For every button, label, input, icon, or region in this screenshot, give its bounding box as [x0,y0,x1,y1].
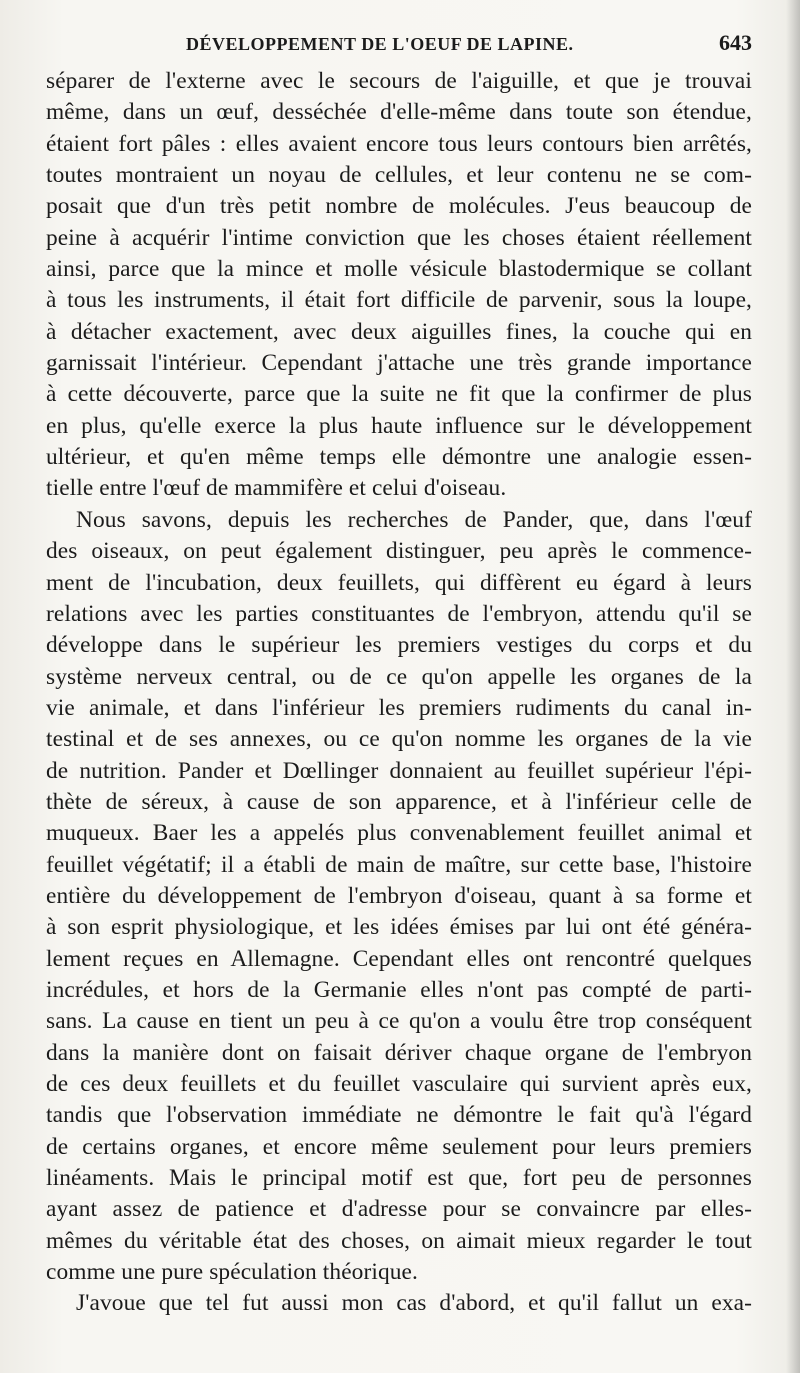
page-number: 643 [719,30,752,55]
text-line: à cette découverte, parce que la suite ne fit que la confirmer de plus [46,381,752,408]
text-line: mêmes du véritable état des choses, on aimait mieux regarder le tout [46,1227,752,1254]
text-line: à détacher exactement, avec deux aiguilles fines, la couche qui en [46,318,752,345]
text-line: testinal et de ses annexes, ou ce qu'on nomme les organes de la vie [46,726,752,753]
text-line: ment de l'incubation, deux feuillets, qui diffèrent eu égard à leurs [46,569,752,596]
text-line: tandis que l'observation immédiate ne démontre le fait qu'à l'égard [46,1102,752,1129]
text-line: à tous les instruments, il était fort difficile de parvenir, sous la loupe, [46,287,752,314]
body-text [46,66,752,1320]
text-line: entière du développement de l'embryon d'oiseau, quant à sa forme et [46,882,752,909]
text-line: en plus, qu'elle exerce la plus haute influence sur le développement [46,412,752,439]
text-line: relations avec les parties constituantes de l'embryon, attendu qu'il se [46,600,752,627]
text-line: sans. La cause en tient un peu à ce qu'on a voulu être trop conséquent [46,1008,752,1035]
text-line: peine à acquérir l'intime conviction que les choses étaient réellement [46,224,752,251]
text-line: ainsi, parce que la mince et molle vésicule blastodermique se collant [46,256,752,283]
text-line: système nerveux central, ou de ce qu'on appelle les organes de la [46,663,752,690]
text-line: lement reçues en Allemagne. Cependant elles ont rencontré quelques [46,945,752,972]
text-line: de ces deux feuillets et du feuillet vasculaire qui survient après eux, [46,1071,752,1097]
text-line: thète de séreux, à cause de son apparence, et à l'inférieur celle de [46,788,752,815]
text-line: toutes montraient un noyau de cellules, et leur contenu ne se com- [46,162,752,189]
text-line: des oiseaux, on peut également distinguer, peu après le commence- [46,538,752,565]
text-line: ultérieur, et qu'en même temps elle démontre une analogie essen- [46,444,752,471]
running-title: DÉVELOPPEMENT DE L'OEUF DE LAPINE. [186,34,574,54]
text-line: même, dans un œuf, desséchée d'elle-même dans toute son étendue, [46,99,752,126]
text-line: à son esprit physiologique, et les idées émises par lui ont été généra- [46,914,752,941]
paragraph-end-line: comme une pure spéculation théorique. [46,1259,418,1286]
text-line: séparer de l'externe avec le secours de l'aiguille, et que je trouvai [46,68,752,94]
text-line: ayant assez de patience et d'adresse pour se convaincre par elles- [46,1196,752,1223]
text-line: linéaments. Mais le principal motif est que, fort peu de personnes [46,1165,752,1192]
text-line: dans la manière dont on faisait dériver chaque organe de l'embryon [46,1039,752,1066]
text-line: de nutrition. Pander et Dœllinger donnaient au feuillet supérieur l'épi- [46,757,752,784]
text-line: vie animale, et dans l'inférieur les premiers rudiments du canal in- [46,694,752,721]
page-edge-shadow [786,0,800,1373]
text-line: de certains organes, et encore même seulement pour leurs premiers [46,1133,752,1160]
page-header [46,30,752,64]
paragraph-start-line: Nous savons, depuis les recherches de Pander, que, dans l'œuf [76,506,752,533]
paragraph-end-line: tielle entre l'œuf de mammifère et celui d'oiseau. [46,475,507,502]
text-line: étaient fort pâles : elles avaient encore tous leurs contours bien arrêtés, [46,130,752,157]
text-line: garnissait l'intérieur. Cependant j'attache une très grande importance [46,350,752,377]
paragraph-start-line: J'avoue que tel fut aussi mon cas d'abord, et qu'il fallut un exa- [76,1290,752,1317]
text-line: incrédules, et hors de la Germanie elles n'ont pas compté de parti- [46,976,752,1003]
text-line: développe dans le supérieur les premiers vestiges du corps et du [46,632,752,659]
text-line: muqueux. Baer les a appelés plus convenablement feuillet animal et [46,820,752,847]
text-line: posait que d'un très petit nombre de molécules. J'eus beaucoup de [46,193,752,220]
text-line: feuillet végétatif; il a établi de main de maître, sur cette base, l'histoire [46,851,752,878]
